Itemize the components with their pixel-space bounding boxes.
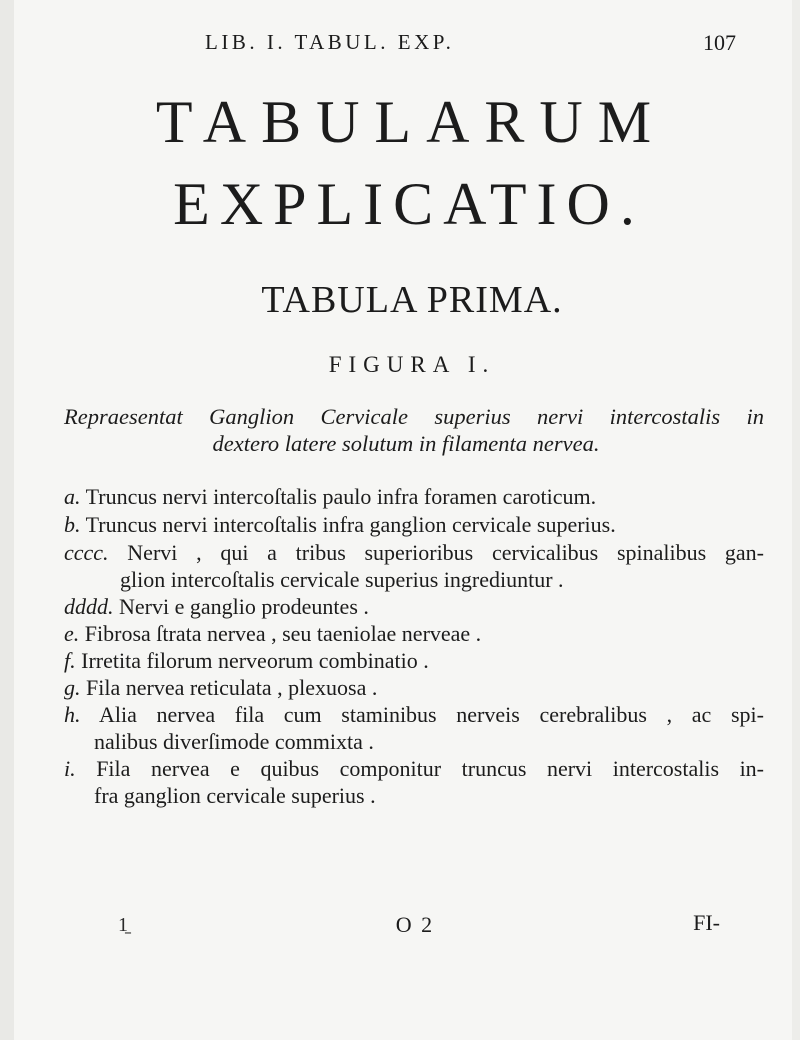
item-key: a. [64, 484, 81, 509]
item-text: Fila nervea e quibus componitur truncus nervi intercostalis in- [96, 756, 765, 781]
item-text: Nervi e ganglio prodeuntes . [119, 594, 369, 619]
item-key: b. [64, 512, 81, 537]
catchword: FI- [693, 910, 720, 935]
list-item [64, 756, 764, 782]
section-heading: TABULA PRIMA. [261, 279, 563, 321]
list-item [64, 702, 764, 728]
item-text: Alia nervea fila cum staminibus nerveis cerebralibus , ac spi- [98, 702, 764, 727]
signature-mark: O 2 [395, 912, 435, 937]
intro-line-2: dextero latere solutum in filamenta nervea. [212, 431, 600, 456]
list-item [64, 512, 616, 538]
item-text: Truncus nervi intercoſtalis paulo infra foramen caroticum. [85, 484, 597, 509]
footer-mark: 1̱ [118, 914, 128, 936]
intro-line-1: Repraesentat Ganglion Cervicale superius nervi intercostalis in [64, 404, 764, 429]
page-edge-right [792, 0, 800, 1040]
title-line-1: TABULARUM [155, 89, 667, 155]
item-key: f. [64, 648, 76, 673]
item-key: h. [64, 702, 81, 727]
item-key: i. [64, 756, 76, 781]
list-item [64, 594, 369, 620]
running-head: LIB. I. TABUL. EXP. [205, 30, 455, 54]
list-item [64, 540, 764, 566]
item-text: Fibrosa ſtrata nervea , seu taeniolae nerveae . [84, 621, 482, 646]
title-line-2: EXPLICATIO. [173, 171, 645, 237]
page-edge-left [0, 0, 14, 1040]
item-text: Fila nervea reticulata , plexuosa . [86, 675, 378, 700]
item-key: e. [64, 621, 80, 646]
list-item [64, 648, 429, 674]
item-text: Irretita filorum nerveorum combinatio . [81, 648, 429, 673]
item-key: cccc. [64, 540, 109, 565]
item-continuation: nalibus diverſimode commixta . [94, 729, 374, 754]
figure-heading: FIGURA I. [328, 352, 496, 377]
list-item [64, 621, 481, 647]
item-text: Nervi , qui a tribus superioribus cervicalibus spinalibus gan- [127, 540, 765, 565]
list-item [64, 484, 596, 510]
item-key: dddd. [64, 594, 114, 619]
item-key: g. [64, 675, 81, 700]
list-item [64, 675, 377, 701]
item-continuation: fra ganglion cervicale superius . [94, 783, 376, 808]
page-number: 107 [703, 30, 736, 55]
item-text: Truncus nervi intercoſtalis infra ganglion cervicale superius. [85, 512, 616, 537]
item-continuation: glion intercoſtalis cervicale superius ingrediuntur . [120, 567, 564, 592]
